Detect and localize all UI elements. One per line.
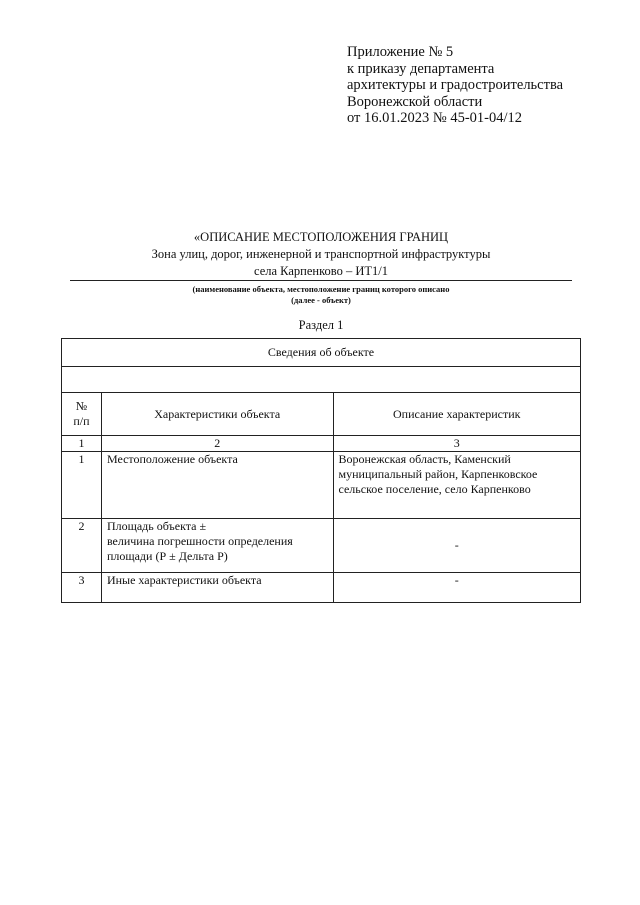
table-row [62, 519, 581, 573]
header-characteristic: Характеристики объекта [101, 393, 333, 436]
table-empty-cell [62, 367, 581, 393]
table-caption-row [62, 339, 581, 367]
table-caption: Сведения об объекте [62, 339, 581, 367]
object-info-table [61, 338, 581, 603]
row-num: 3 [62, 573, 102, 603]
title-line-1: «ОПИСАНИЕ МЕСТОПОЛОЖЕНИЯ ГРАНИЦ [193, 230, 449, 244]
appendix-line: к приказу департамента [347, 60, 495, 77]
row-num: 1 [62, 452, 102, 519]
table-row [62, 573, 581, 603]
appendix-line: Воронежской области [347, 93, 483, 110]
title-note-2: (далее - объект) [291, 295, 351, 305]
index-cell: 3 [333, 436, 581, 452]
appendix-line: архитектуры и градостроительства [347, 77, 564, 93]
index-cell: 2 [101, 436, 333, 452]
title-note-1: (наименование объекта, местоположение границ которого описано [192, 284, 450, 294]
row-description: - [333, 519, 581, 573]
row-characteristic: Площадь объекта ± величина погрешности определения площади (Р ± Дельта Р) [101, 519, 333, 573]
index-cell: 1 [62, 436, 102, 452]
title-line-3: села Карпенково – ИТ1/1 [70, 263, 572, 281]
title-line-2: Зона улиц, дорог, инженерной и транспортной инфраструктуры [151, 247, 491, 261]
appendix-header [347, 44, 563, 127]
row-characteristic: Местоположение объекта [101, 452, 333, 519]
row-description: - [333, 573, 581, 603]
table-row [62, 452, 581, 519]
appendix-line: Приложение № 5 [347, 44, 454, 60]
appendix-line: от 16.01.2023 № 45-01-04/12 [347, 110, 523, 126]
header-description: Описание характеристик [333, 393, 581, 436]
table-header-row [62, 393, 581, 436]
row-num: 2 [62, 519, 102, 573]
document-title [70, 229, 572, 306]
row-characteristic: Иные характеристики объекта [101, 573, 333, 603]
section-heading: Раздел 1 [298, 318, 344, 332]
header-num: № п/п [62, 393, 102, 436]
table-index-row [62, 436, 581, 452]
table-empty-row [62, 367, 581, 393]
row-description: Воронежская область, Каменский муниципальный район, Карпенковское сельское поселение, село Карпенково [333, 452, 581, 519]
